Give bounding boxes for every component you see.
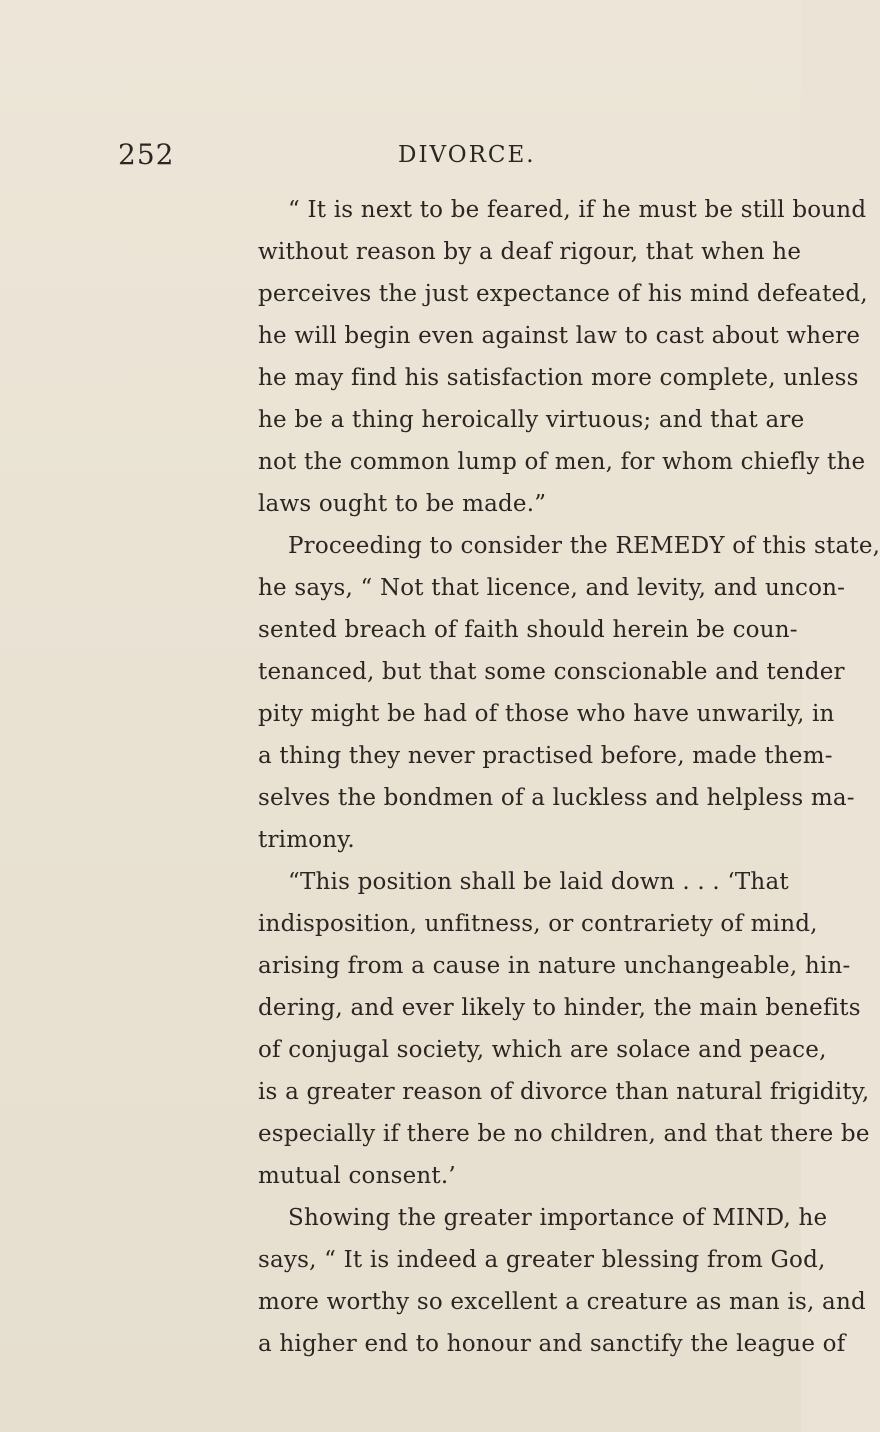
running-title: DIVORCE. <box>398 142 536 168</box>
text-line: sented breach of faith should herein be coun- <box>258 617 798 643</box>
text-line: not the common lump of men, for whom chiefly the <box>258 449 866 475</box>
text-line: he says, “ Not that licence, and levity, and uncon- <box>258 575 846 601</box>
text-line: he be a thing heroically virtuous; and that are <box>258 407 805 433</box>
text-line: arising from a cause in nature unchangeable, hin- <box>258 953 851 979</box>
text-line: he may find his satisfaction more complete, unless <box>258 365 859 391</box>
text-line: a higher end to honour and sanctify the league of <box>258 1331 846 1357</box>
text-line: laws ought to be made.” <box>258 491 547 517</box>
page-number: 252 <box>118 138 175 171</box>
text-line: mutual consent.’ <box>258 1163 456 1189</box>
text-line: is a greater reason of divorce than natural frigidity, <box>258 1079 870 1105</box>
text-line: selves the bondmen of a luckless and helpless ma- <box>258 785 855 811</box>
text-line: Showing the greater importance of MIND, he <box>288 1205 828 1231</box>
text-line: more worthy so excellent a creature as man is, and <box>258 1289 866 1315</box>
text-line: especially if there be no children, and that there be <box>258 1121 870 1147</box>
text-line: “This position shall be laid down . . . ‘That <box>288 869 789 895</box>
text-line: indisposition, unfitness, or contrariety of mind, <box>258 911 818 937</box>
text-line: “ It is next to be feared, if he must be still bound <box>288 197 867 223</box>
text-line: says, “ It is indeed a greater blessing from God, <box>258 1247 826 1273</box>
text-line: dering, and ever likely to hinder, the main benefits <box>258 995 861 1021</box>
text-line: of conjugal society, which are solace and peace, <box>258 1037 827 1063</box>
text-line: tenanced, but that some conscionable and tender <box>258 659 845 685</box>
text-line: without reason by a deaf rigour, that when he <box>258 239 802 265</box>
text-line: a thing they never practised before, made them- <box>258 743 833 769</box>
text-line: perceives the just expectance of his mind defeated, <box>258 281 868 307</box>
text-line: pity might be had of those who have unwarily, in <box>258 701 835 727</box>
text-line: trimony. <box>258 827 355 853</box>
text-line: he will begin even against law to cast about where <box>258 323 861 349</box>
text-line: Proceeding to consider the REMEDY of this state, <box>288 533 880 559</box>
